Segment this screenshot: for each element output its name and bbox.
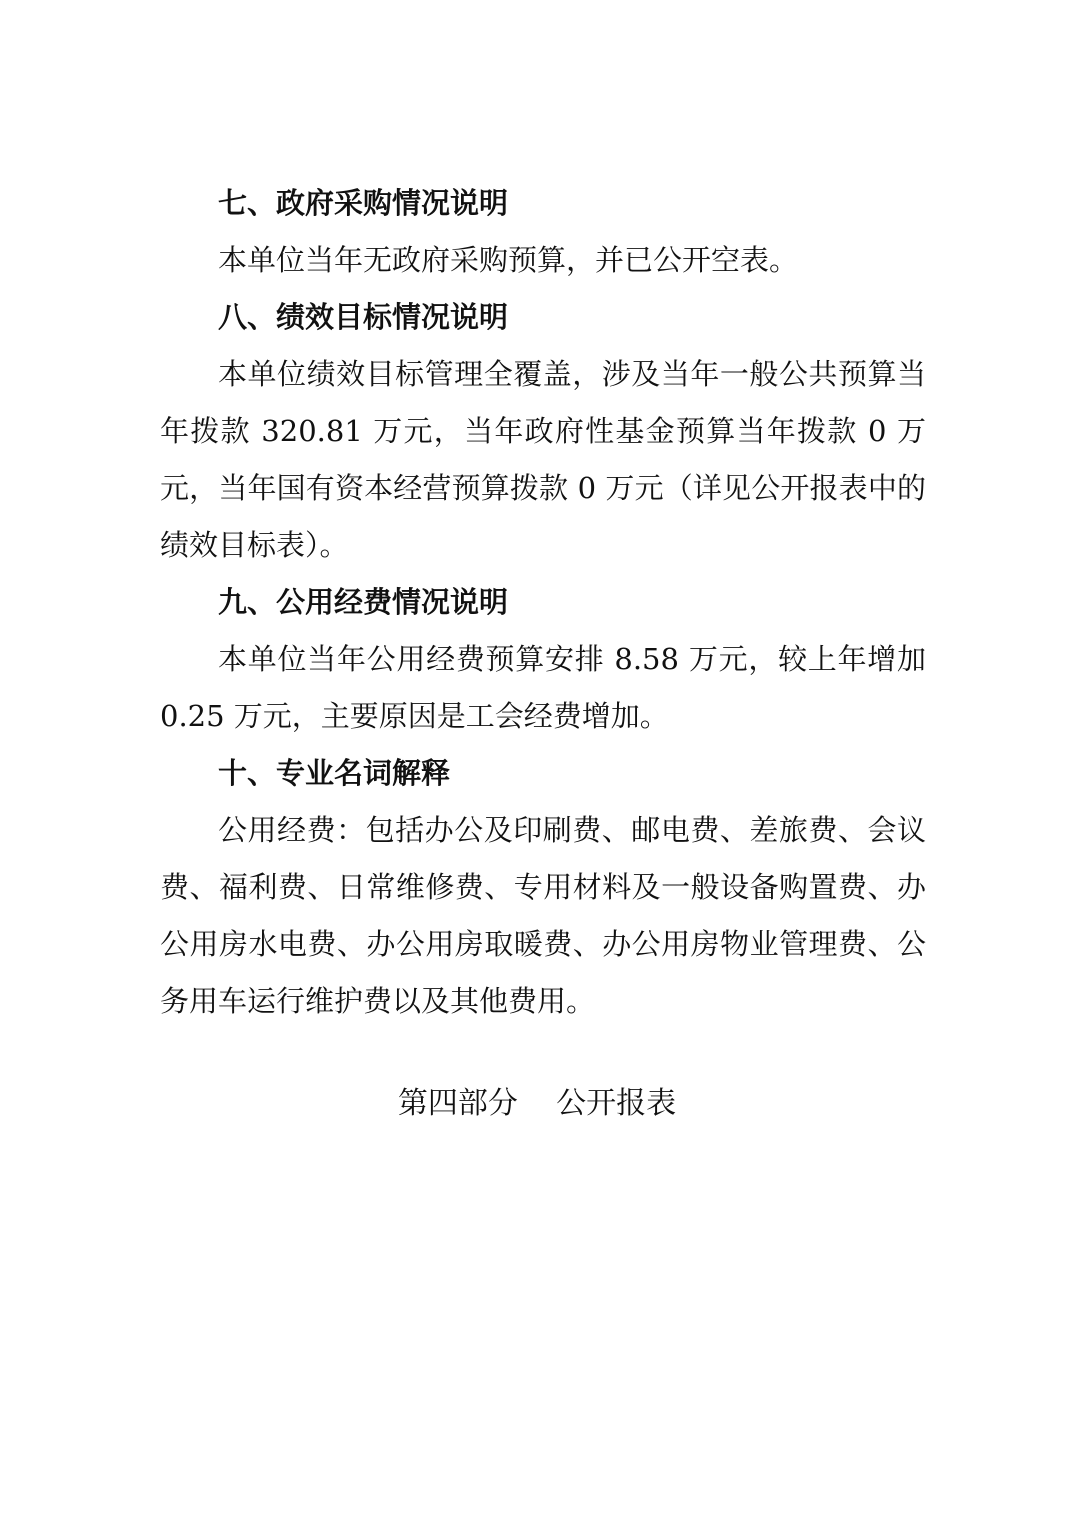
part-four-title: 第四部分 公开报表 xyxy=(397,1086,677,1121)
section-heading-procurement: 七、政府采购情况说明 xyxy=(218,186,509,220)
section-heading-glossary: 十、专业名词解释 xyxy=(218,756,451,790)
section-heading-performance: 八、绩效目标情况说明 xyxy=(218,300,509,334)
section-body-glossary: 公用经费：包括办公及印刷费、邮电费、差旅费、会议费、福利费、日常维修费、专用材料及一般设备购置费、办公用房水电费、办公用房取暖费、办公用房物业管理费、公务用车运行维护费以及其他费用。 xyxy=(160,813,926,1018)
section-body-public-expenses: 本单位当年公用经费预算安排 8.58 万元，较上年增加 0.25 万元，主要原因是工会经费增加。 xyxy=(160,642,926,733)
section-heading-public-expenses: 九、公用经费情况说明 xyxy=(218,585,509,619)
section-body-procurement: 本单位当年无政府采购预算，并已公开空表。 xyxy=(218,243,799,277)
section-body-performance: 本单位绩效目标管理全覆盖，涉及当年一般公共预算当年拨款 320.81 万元，当年政府性基金预算当年拨款 0 万元，当年国有资本经营预算拨款 0 万元（详见公开报表中的绩效目标表）。 xyxy=(160,357,926,562)
document-body xyxy=(160,175,926,1030)
